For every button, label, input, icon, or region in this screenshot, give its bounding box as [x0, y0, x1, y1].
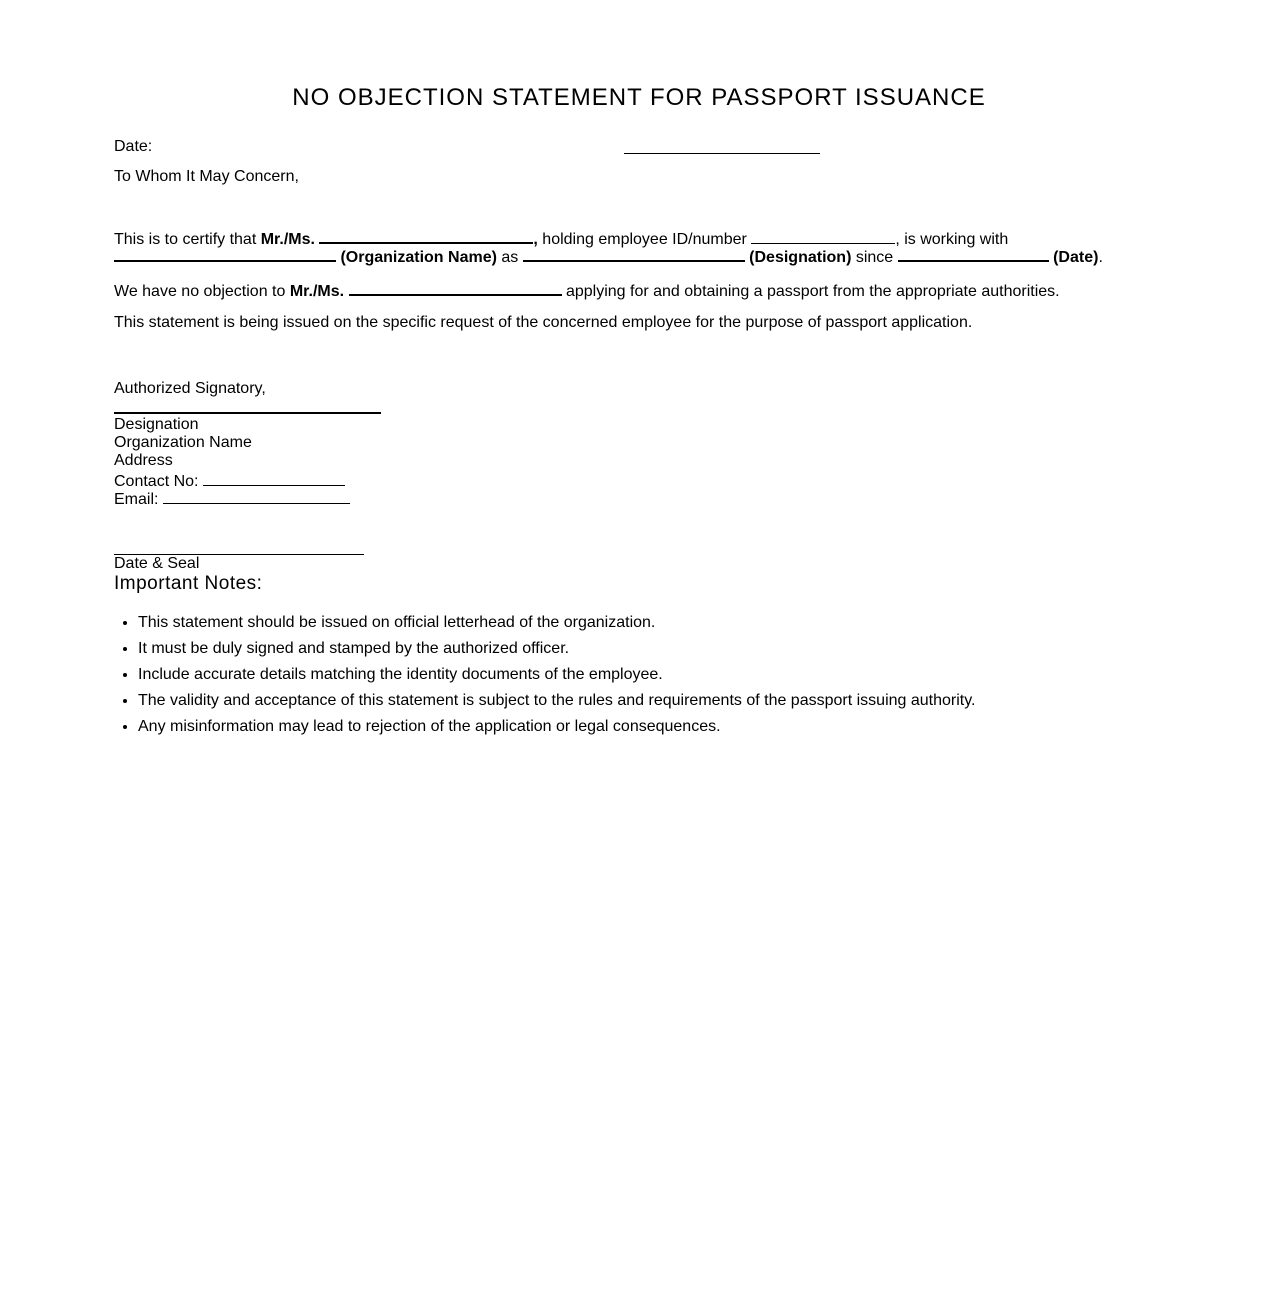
important-notes-list [114, 614, 976, 744]
designation-label: (Designation) [749, 249, 852, 266]
important-notes-heading: Important Notes: [114, 573, 263, 594]
email-label: Email: [114, 491, 159, 508]
since-date-blank[interactable] [898, 246, 1049, 262]
date-blank-line[interactable] [624, 153, 820, 154]
certify-paragraph-line-2 [114, 246, 1103, 267]
signatory-designation: Designation [114, 416, 199, 433]
email-blank[interactable] [163, 488, 350, 504]
request-paragraph: This statement is being issued on the specific request of the concerned employee for the purpose of passport application. [114, 314, 973, 331]
signature-line[interactable] [114, 412, 381, 414]
date-paren-label: (Date) [1053, 249, 1099, 266]
signatory-organization: Organization Name [114, 434, 252, 451]
note-item: • It must be duly signed and stamped by the authorized officer. [138, 640, 976, 666]
document-title: NO OBJECTION STATEMENT FOR PASSPORT ISSUANCE [292, 84, 986, 111]
contact-number-label: Contact No: [114, 473, 199, 490]
as-text: as [496, 249, 523, 266]
certify-text-2: holding employee ID/number [537, 231, 752, 248]
date-label: Date: [114, 138, 153, 155]
certify-title-mr-ms: Mr./Ms. [260, 231, 315, 248]
objection-text-2: applying for and obtaining a passport from the appropriate authorities. [561, 283, 1060, 300]
email-row [114, 488, 350, 509]
certify-period: . [1098, 249, 1103, 266]
organization-name-blank[interactable] [114, 246, 336, 262]
note-item: • This statement should be issued on official letterhead of the organization. [138, 614, 976, 640]
employee-name-blank[interactable] [319, 228, 533, 244]
designation-blank[interactable] [523, 246, 745, 262]
date-seal-label: Date & Seal [114, 555, 200, 572]
signatory-address: Address [114, 452, 173, 469]
objection-paragraph [114, 280, 1060, 301]
organization-name-label: (Organization Name) [340, 249, 497, 266]
employee-id-blank[interactable] [751, 228, 895, 244]
note-item: • Include accurate details matching the identity documents of the employee. [138, 666, 976, 692]
salutation: To Whom It May Concern, [114, 168, 299, 185]
since-text: since [851, 249, 898, 266]
objection-title-mr-ms: Mr./Ms. [289, 283, 345, 300]
certify-text-1: This is to certify that [114, 231, 261, 248]
certify-text-3: , is working with [895, 231, 1009, 248]
objection-text-1: We have no objection to [114, 283, 290, 300]
applicant-name-blank[interactable] [349, 280, 562, 296]
contact-number-blank[interactable] [203, 470, 345, 486]
note-item: • The validity and acceptance of this statement is subject to the rules and requirements of the passport issuing authority. [138, 692, 976, 718]
certify-comma: , [533, 231, 538, 248]
authorized-signatory-heading: Authorized Signatory, [114, 380, 266, 397]
note-item: • Any misinformation may lead to rejection of the application or legal consequences. [138, 718, 976, 744]
